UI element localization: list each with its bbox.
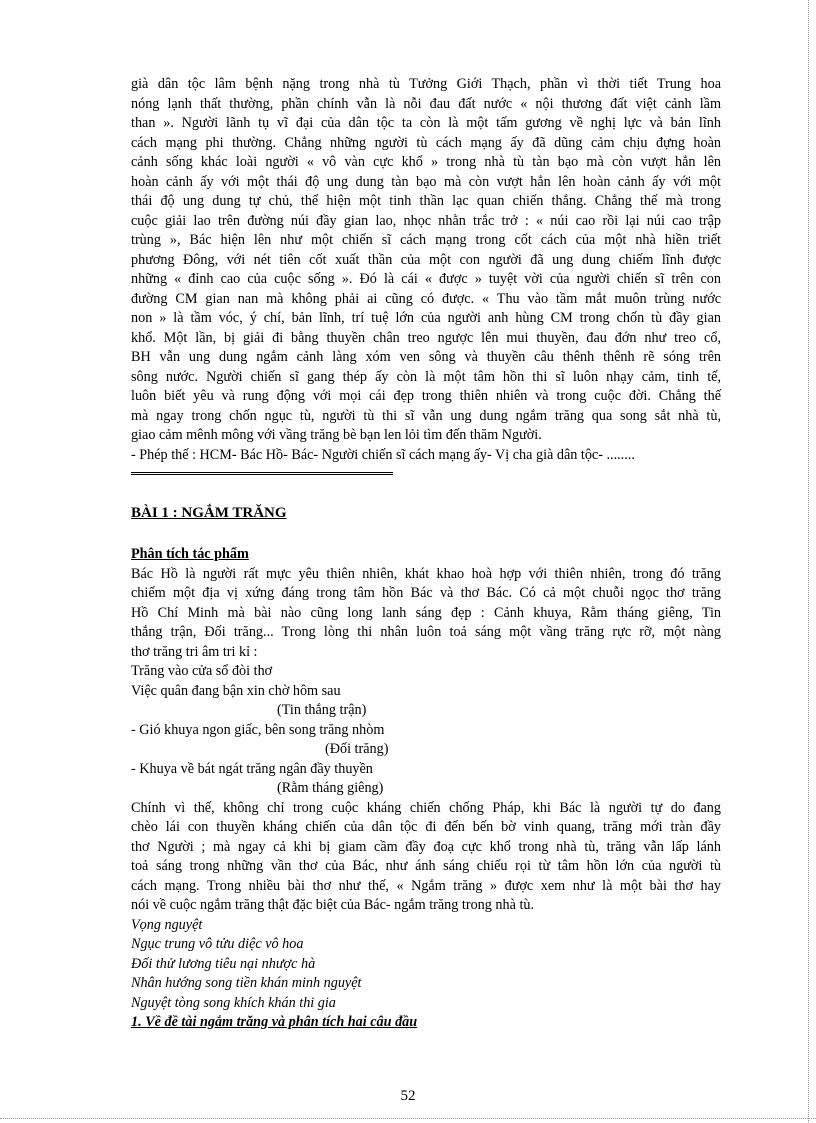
quote-line: Việc quân đang bận xin chờ hôm sau (131, 682, 341, 699)
text-line: luôn biết yêu và rung động với mọi cái đẹp trong thiên nhiên và trong cuộc đời. Chẳng thế (131, 388, 721, 404)
quote-source: (Rằm tháng giêng) (277, 780, 384, 796)
text-line: già dân tộc lâm bệnh nặng trong nhà tù Tưởng Giới Thạch, phần vì thời tiết Trung hoa (131, 76, 721, 92)
text-line: mà ngay trong chốn ngục tù, người tù thi sĩ vẫn ung dung ngắm trăng qua song sắt nhà tù, (131, 407, 721, 424)
lesson-title: BÀI 1 : NGẮM TRĂNG (131, 505, 287, 521)
text-line: giao cảm mênh mông với vầng trăng bè bạn len lỏi tìm đến thăm Người. (131, 427, 542, 443)
text-line: chiếm một địa vị xứng đáng trong tâm hồn Bác và thơ Bác. Có cả một chuỗi ngọc thơ trăng (131, 585, 721, 601)
text-line: non » là tầm vóc, ý chí, bản lĩnh, trí tuệ lớn của người anh hùng CM trong chốn tù đầy gian (131, 310, 721, 326)
text-line: thơ trăng tri âm tri kỉ : (131, 643, 258, 660)
poem-line: Nhân hướng song tiền khán minh nguyệt (131, 975, 362, 991)
quote-source: (Đối trăng) (325, 741, 389, 757)
text-line: khổ. Một lần, bị giải đi bằng thuyền chân treo ngược lên mui thuyền, đau đớn như treo cổ, (131, 329, 721, 346)
poem-line: Đối thử lương tiêu nại nhược hà (131, 955, 316, 972)
text-line: thơ Người ; mà ngay cả khi bị giam cầm đầy đoạ cực khổ trong nhà tù, trăng vẫn lấp lánh (131, 838, 721, 855)
phep-the-line: - Phép thế : HCM- Bác Hồ- Bác- Người chiến sĩ cách mạng ấy- Vị cha già dân tộc- ........ (131, 446, 635, 463)
text-line: cuộc giải lao trên đường núi đầy gian lao, nhọc nhằn trắc trở : « núi cao rồi lại núi cao trập (131, 212, 721, 229)
text-line: trùng », Bác hiện lên như một chiến sĩ cách mạng trong cốt cách của một nhà hiền triết (131, 232, 721, 248)
quote-line: - Khuya về bát ngát trăng ngân đầy thuyền (131, 760, 373, 777)
section-heading: 1. Về đề tài ngắm trăng và phân tích hai câu đầu (131, 1014, 418, 1030)
text-line: than ». Người lãnh tụ vĩ đại của dân tộc ta còn là một tấm gương về nghị lực và bản lĩnh (131, 115, 721, 131)
page-edge-right (808, 0, 809, 1123)
text-line: cách mạng phi thường. Chẳng những người tù cách mạng ấy đã dũng cảm chịu đựng hoàn (131, 134, 721, 151)
text-line: phương Đông, với nét tiên cốt xuất thần của một con người đã ung dung chiếm lĩnh được (131, 251, 721, 268)
text-line: toả sáng trong những vần thơ của Bác, như ánh sáng chiếu rọi từ tâm hồn lớn của người tù (131, 858, 721, 874)
text-line: Bác Hồ là người rất mực yêu thiên nhiên, khát khao hoà hợp với thiên nhiên, trong đó trăng (131, 565, 721, 582)
analysis-section (131, 545, 721, 1033)
paragraph-intro (131, 75, 721, 465)
text-line: nói về cuộc ngắm trăng thật đặc biệt của Bác- ngắm trăng trong nhà tù. (131, 897, 535, 913)
text-line: BH vẫn ung dung ngắm cảnh làng xóm ven sông và thuyền câu thênh thênh rẽ sóng trên (131, 349, 721, 365)
poem-title: Vọng nguyệt (131, 916, 203, 933)
text-line: nóng lạnh thất thường, phần chính vẫn là nỗi đau đất nước « nội thương đất việt cảnh lầm (131, 95, 721, 112)
text-line: Chính vì thế, không chỉ trong cuộc kháng chiến chống Pháp, khi Bác là người tự do đang (131, 799, 721, 816)
poem-line: Ngục trung vô tửu diệc vô hoa (131, 936, 304, 952)
quote-line: Trăng vào cửa sổ đòi thơ (131, 663, 273, 679)
page-edge-bottom (0, 1118, 816, 1119)
analysis-heading: Phân tích tác phẩm (131, 546, 249, 562)
double-rule-divider (131, 472, 393, 477)
text-line: cách mạng. Trong nhiều bài thơ như thế, « Ngắm trăng » được xem như là một bài thơ hay (131, 877, 721, 894)
quote-line: - Gió khuya ngon giấc, bên song trăng nhòm (131, 721, 385, 738)
text-line: sông nước. Người chiến sĩ gang thép ấy còn là một tâm hồn thi sĩ luôn nhạy cảm, tinh tế, (131, 368, 721, 385)
page-number: 52 (400, 1088, 416, 1104)
text-line: Hồ Chí Minh mà bài nào cũng long lanh sáng đẹp : Cảnh khuya, Rằm tháng giêng, Tin (131, 604, 721, 621)
text-line: đường CM gian nan mà không phải ai cũng có được. « Thu vào tầm mắt muôn trùng nước (131, 290, 721, 307)
text-line: thái độ ung dung tự chủ, thể hiện một tinh thần lạc quan chiến thắng. Chẳng thế mà trong (131, 193, 721, 209)
text-line: cảnh sống khác loài người « vô vàn cực khổ » trong nhà tù tàn bạo mà còn vượt hẳn lên (131, 154, 721, 170)
text-line: thắng trận, Đối trăng... Trong lòng thi nhân luôn toả sáng một vầng trăng rực rỡ, một nàng (131, 624, 721, 640)
quote-source: (Tin thắng trận) (277, 702, 367, 718)
poem-line: Nguyệt tòng song khích khán thi gia (131, 994, 336, 1011)
text-line: chèo lái con thuyền kháng chiến của dân tộc đi đến bến bờ vinh quang, trăng mới tràn đầy (131, 819, 721, 835)
text-line: hoàn cảnh ấy với một thái độ ung dung tàn bạo mà còn vượt hẳn lên hoàn cảnh ấy với một (131, 173, 721, 190)
text-line: những « đỉnh cao của cuộc sống ». Đó là cái « được » tuyệt vời của người chiến sĩ trên con (131, 271, 721, 287)
